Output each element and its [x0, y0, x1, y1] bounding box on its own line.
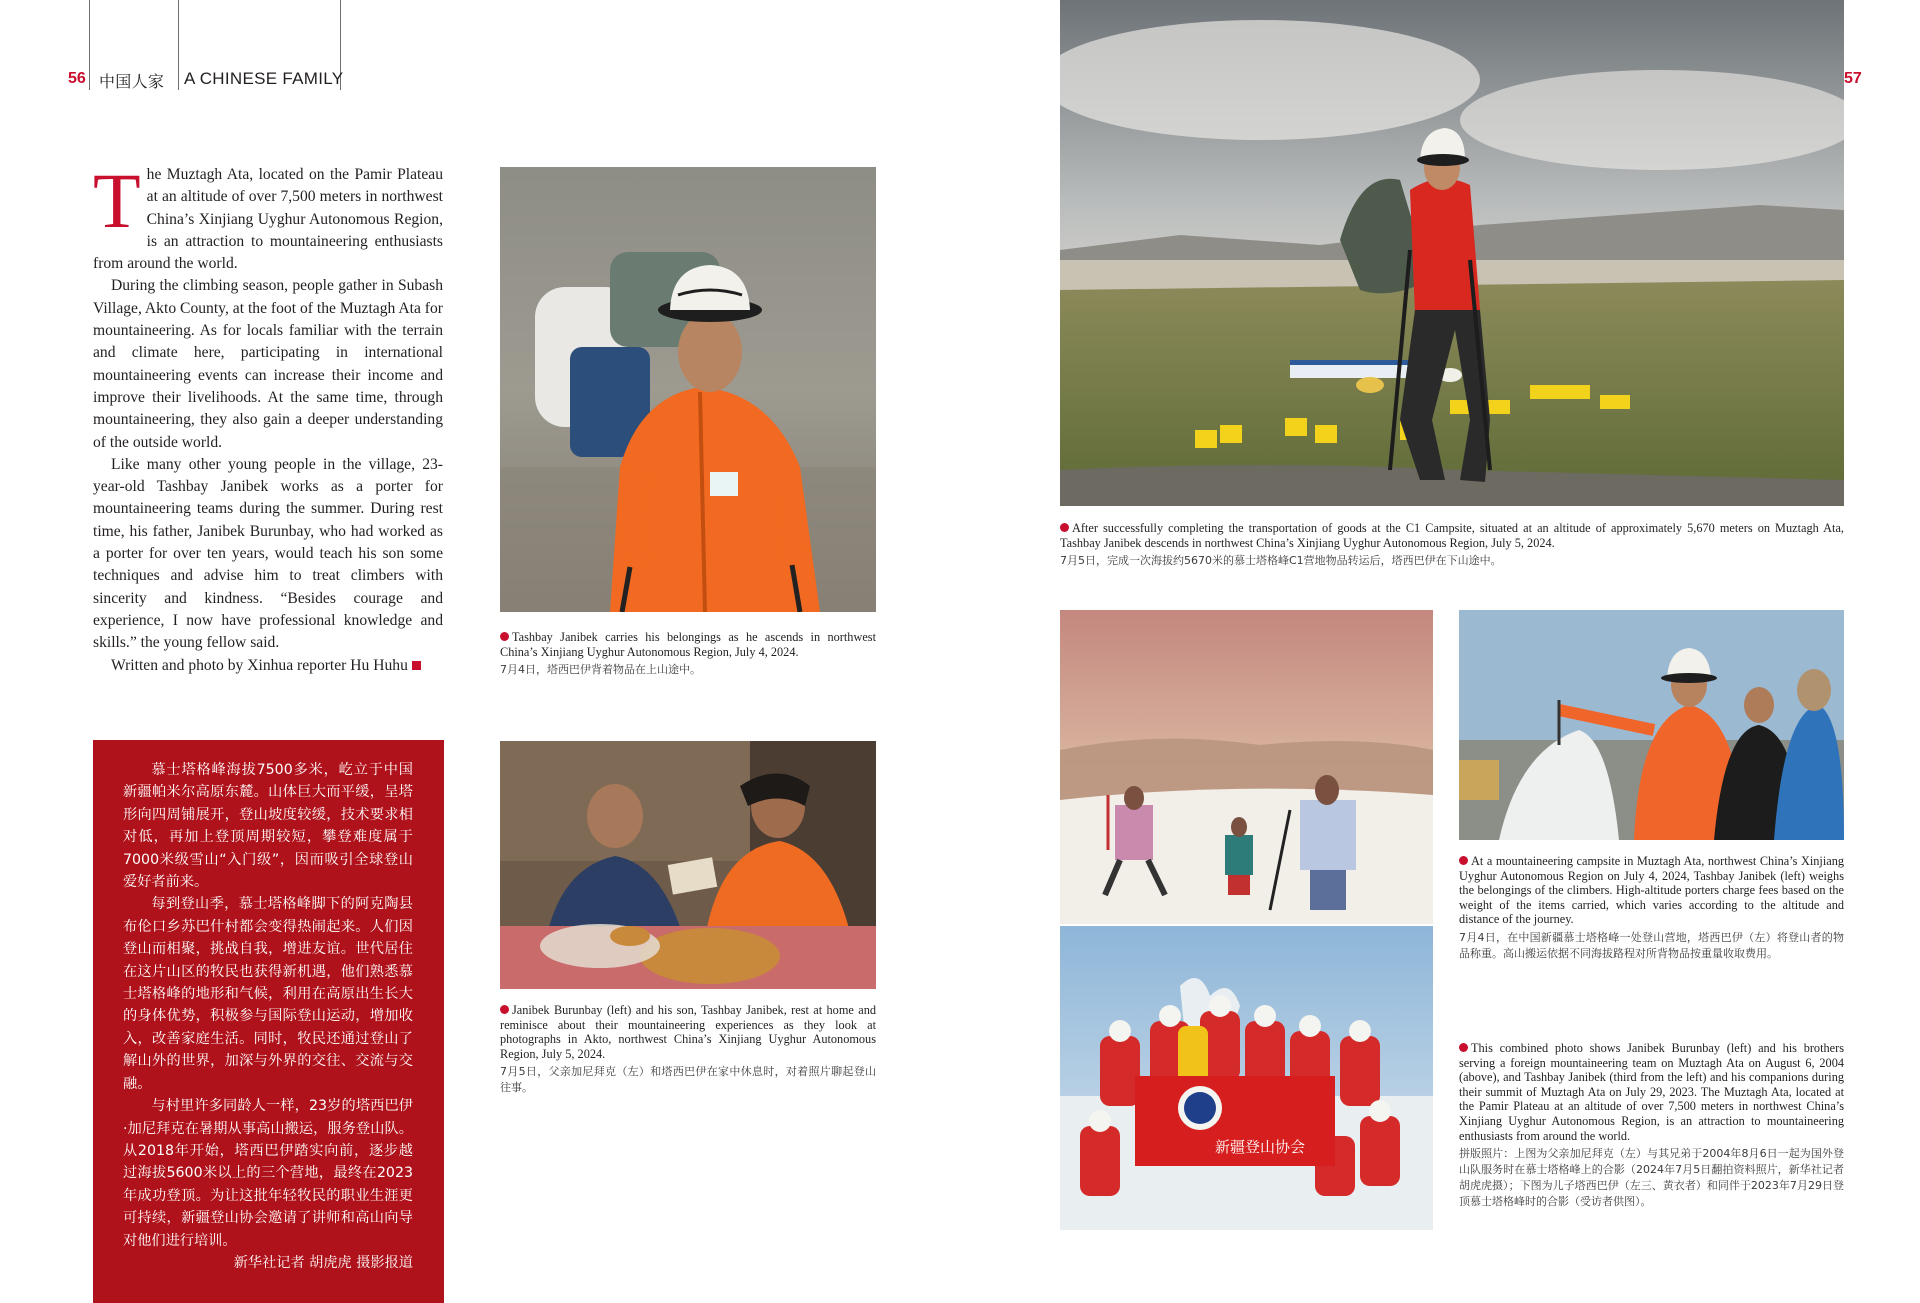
caption-bullet-icon: [1060, 523, 1069, 532]
photo-2023-summit: [1060, 926, 1433, 1230]
caption-bullet-icon: [500, 632, 509, 641]
caption-4-en: At a mountaineering campsite in Muztagh Ata, northwest China’s Xinjiang Uyghur Autonomous Region on July 4, 2024, Tashbay Janibek (left) weighs the belongings of the climbers. High-altitude porters charge fees based on the weight of the items carried, which varies according to the altitude and distance of the journey.: [1459, 854, 1844, 927]
page-number-right: 57: [1844, 70, 1862, 87]
caption-1: [500, 630, 876, 678]
caption-5: [1459, 1041, 1844, 1210]
cn-paragraph-2: 每到登山季，慕士塔格峰脚下的阿克陶县布伦口乡苏巴什村都会变得热闹起来。人们因登山而相聚，挑战自我，增进友谊。世代居住在这片山区的牧民也获得新机遇，他们熟悉慕士塔格峰的地形和气候，利用在高原出生长大的身体优势，积极参与国际登山运动，增加收入，改善家庭生活。同时，牧民还通过登山了解山外的世界，加深与外界的交往、交流与交融。: [123, 896, 413, 1092]
paragraph-1-text: he Muztagh Ata, located on the Pamir Plateau at an altitude of over 7,500 meters in northwest China’s Xinjiang Uyghur Autonomous Region, is an attraction to mountaineering enthusiasts from around the world.: [93, 166, 443, 273]
caption-2: [500, 1003, 876, 1096]
caption-1-en: Tashbay Janibek carries his belongings as he ascends in northwest China’s Xinjiang Uyghur Autonomous Region, July 4, 2024.: [500, 630, 876, 659]
paragraph-3: Like many other young people in the village, 23-year-old Tashbay Janibek works as a porter for mountaineering teams during the summer. During rest time, his father, Janibek Burunbay, who had worked as a porter for over ten years, would teach his son some techniques and advise him to treat climbers with sincerity and kindness. “Besides courage and experience, I now have professional knowledge and skills.” the young fellow said.: [93, 455, 443, 652]
caption-4-cn: 7月4日，在中国新疆慕士塔格峰一处登山营地，塔西巴伊（左）将登山者的物品称重。高山搬运依据不同海拔路程对所背物品按重量收取费用。: [1459, 930, 1844, 960]
caption-5-cn: 拼版照片：上图为父亲加尼拜克（左）与其兄弟于2004年8月6日一起为国外登山队服务时在慕士塔格峰上的合影（2024年7月5日翻拍资料照片，新华社记者胡虎虎摄）；下图为儿子塔西巴伊（左三、黄衣者）和同伴于2023年7月29日登顶慕士塔格峰时的合影（受访者供图）。: [1459, 1147, 1844, 1209]
chinese-article-box: [93, 740, 444, 1303]
caption-3-en: After successfully completing the transportation of goods at the C1 Campsite, situated at an altitude of approximately 5,670 meters on Muztagh Ata, Tashbay Janibek descends in northwest China’s Xinjiang Uyghur Autonomous Region, July 5, 2024.: [1060, 521, 1844, 550]
cn-paragraph-3: 与村里许多同龄人一样，23岁的塔西巴伊·加尼拜克在暑期从事高山搬运，服务登山队。从2018年开始，塔西巴伊踏实向前，逐步越过海拔5600米以上的三个营地，最终在2023年成功登顶。为让这批年轻牧民的职业生涯更可持续，新疆登山协会邀请了讲师和高山向导对他们进行培训。: [123, 1098, 413, 1249]
caption-3: [1060, 521, 1844, 569]
caption-2-cn: 7月5日，父亲加尼拜克（左）和塔西巴伊在家中休息时，对着照片聊起登山往事。: [500, 1065, 876, 1095]
caption-4: [1459, 854, 1844, 962]
paragraph-2: During the climbing season, people gather in Subash Village, Akto County, at the foot of the Muztagh Ata for mountaineering. As for locals familiar with the terrain and climate here, participating in international mountaineering events can increase their income and improve their livelihoods. At the same time, through mountaineering, they also gain a deeper understanding of the outside world.: [93, 277, 443, 451]
end-mark: [412, 661, 421, 670]
caption-3-cn: 7月5日，完成一次海拔约5670米的慕士塔格峰C1营地物品转运后，塔西巴伊在下山途中。: [1060, 554, 1502, 568]
caption-2-en: Janibek Burunbay (left) and his son, Tashbay Janibek, rest at home and reminisce about their mountaineering experiences as they look at photographs in Akto, northwest China’s Xinjiang Uyghur Autonomous Region, July 5, 2024.: [500, 1003, 876, 1061]
photo-weighing-belongings: [1459, 610, 1844, 840]
caption-bullet-icon: [1459, 1043, 1468, 1052]
byline: [93, 655, 443, 677]
section-title-cn: 中国人家: [99, 72, 165, 91]
caption-bullet-icon: [500, 1005, 509, 1014]
chinese-article-body: [123, 759, 413, 1274]
header-rule-1: [89, 0, 90, 90]
section-title-en: A CHINESE FAMILY: [184, 69, 344, 88]
caption-bullet-icon: [1459, 856, 1468, 865]
header-rule-2: [178, 0, 179, 90]
photo-father-son-home: [500, 741, 876, 989]
photo-porter-ascending: [500, 167, 876, 612]
article-body: [93, 157, 443, 677]
caption-5-en: This combined photo shows Janibek Burunbay (left) and his brothers serving a foreign mountaineering team on Muztagh Ata on August 6, 2004 (above), and Tashbay Janibek (third from the left) and his companions during their summit of Muztagh Ata on July 29, 2023. The Muztagh Ata, located at the Pamir Plateau at an altitude of over 7,500 meters in northwest China’s Xinjiang Uyghur Autonomous Region, is an attraction to mountaineering enthusiasts from around the world.: [1459, 1041, 1844, 1143]
photo-2004-archival: [1060, 610, 1433, 924]
byline-text: Written and photo by Xinhua reporter Hu Huhu: [111, 656, 408, 674]
paragraph-1: [93, 157, 443, 275]
cn-signature: 新华社记者 胡虎虎 摄影报道: [233, 1254, 413, 1271]
photo-porter-descending: [1060, 0, 1844, 506]
flag-text: 新疆登山协会: [1214, 1138, 1306, 1156]
cn-paragraph-1: 慕士塔格峰海拔7500多米，屹立于中国新疆帕米尔高原东麓。山体巨大而平缓，呈塔形向四周铺展开，登山坡度较缓，技术要求相对低，再加上登顶周期较短，攀登难度属于7000米级雪山“入门级”，因而吸引全球登山爱好者前来。: [123, 762, 413, 891]
drop-cap: T: [93, 157, 141, 244]
caption-1-cn: 7月4日，塔西巴伊背着物品在上山途中。: [500, 663, 701, 677]
page-number-left: 56: [68, 70, 86, 87]
